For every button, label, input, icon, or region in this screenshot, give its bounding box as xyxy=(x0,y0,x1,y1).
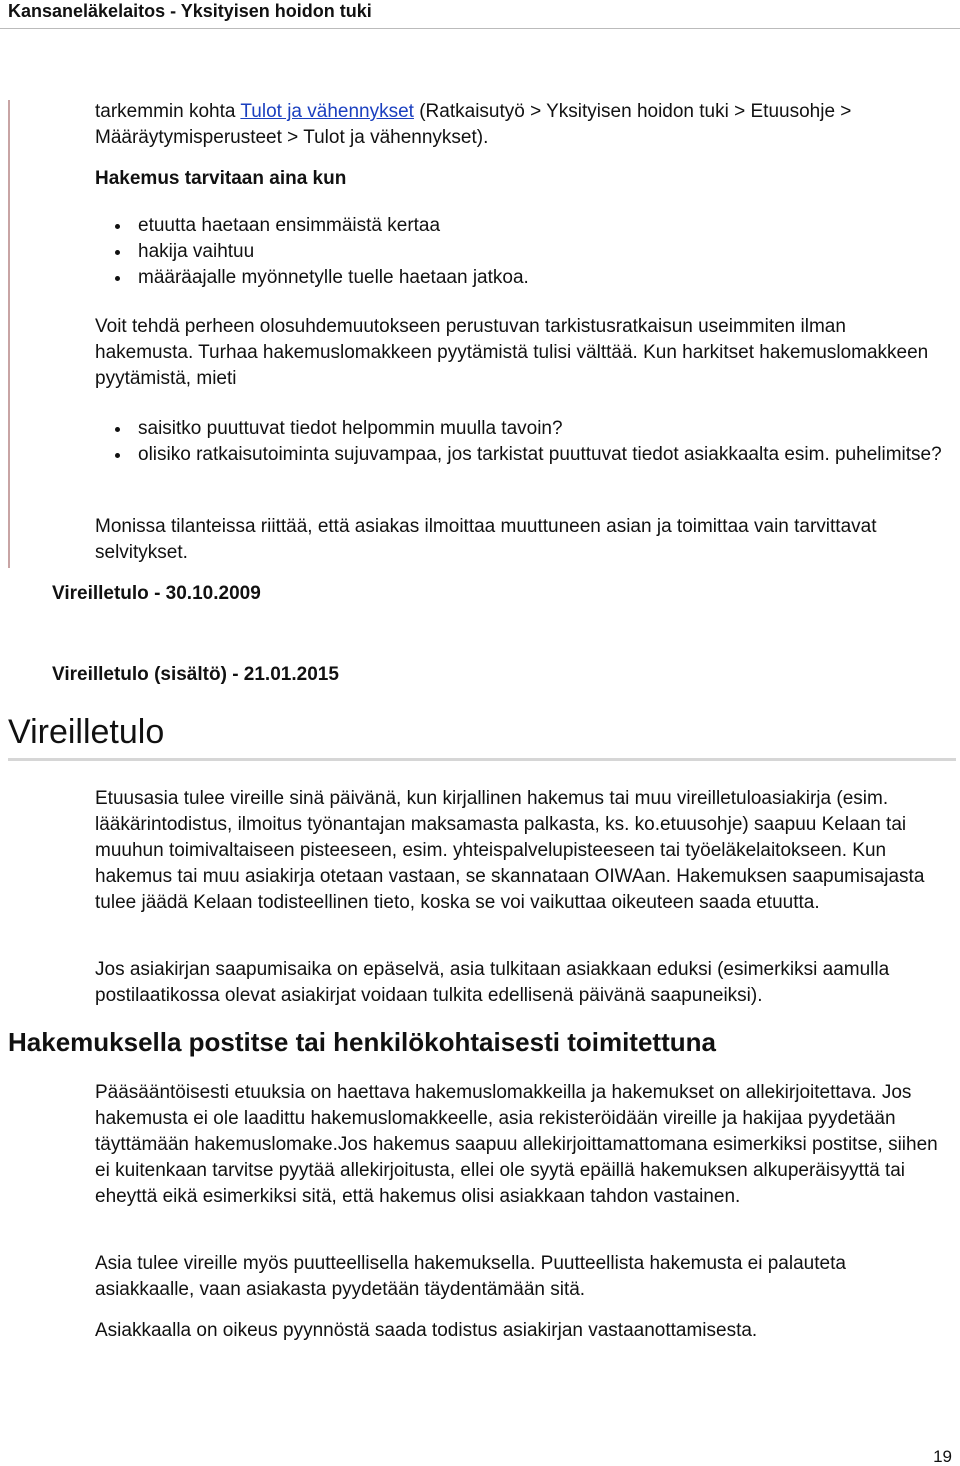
hakemuksella-paragraph-3: Asiakkaalla on oikeus pyynnöstä saada todistus asiakirjan vastaanottamisesta. xyxy=(95,1320,758,1341)
header-divider xyxy=(0,28,960,29)
intro-text-before: tarkemmin kohta xyxy=(95,101,241,122)
mieti-list xyxy=(95,416,945,468)
monissa-paragraph: Monissa tilanteissa riittää, että asiakas ilmoittaa muuttuneen asian ja toimittaa vain tarvittavat selvitykset. xyxy=(95,516,877,563)
list-item: olisiko ratkaisutoiminta sujuvampaa, jos tarkistat puuttuvat tiedot asiakkaalta esim. puhelimitse? xyxy=(95,442,945,468)
hakemuksella-paragraph-1: Pääsääntöisesti etuuksia on haettava hakemuslomakkeilla ja hakemukset on allekirjoitettava. Jos hakemusta ei ole laadittu hakemuslomakkeelle, asia rekisteröidään vireille ja hakijaa pyydetään täyttämään hakemuslomake.Jos hakemus saapuu allekirjoittamattomana esimerkiksi postitse, siihen ei kuitenkaan tarvitse pyytää allekirjoitusta, ellei ole syytä epäillä hakemuksen alkuperäisyyttä tai eheyttä eikä esimerkiksi sitä, että hakemus olisi asiakkaan tahdon vastainen. xyxy=(95,1082,938,1207)
section-title-hakemuksella: Hakemuksella postitse tai henkilökohtaisesti toimitettuna xyxy=(8,1027,716,1057)
intro-paragraph xyxy=(95,99,945,151)
document-header-title: Kansaneläkelaitos - Yksityisen hoidon tuki xyxy=(8,1,372,21)
list-item: hakija vaihtuu xyxy=(95,239,945,265)
vireilletulo-paragraph-2: Jos asiakirjan saapumisaika on epäselvä, asia tulkitaan asiakkaan eduksi (esimerkiksi aamulla postilaatikossa olevat asiakirjat voidaan tulkita edellisenä päivänä saapuneiksi). xyxy=(95,959,890,1006)
hakemus-list xyxy=(95,213,945,291)
list-item: saisitko puuttuvat tiedot helpommin muulla tavoin? xyxy=(95,416,945,442)
date-heading-vireilletulo: Vireilletulo - 30.10.2009 xyxy=(52,583,261,604)
list-item: määräajalle myönnetylle tuelle haetaan jatkoa. xyxy=(95,265,945,291)
perhe-paragraph: Voit tehdä perheen olosuhdemuutokseen perustuvan tarkistusratkaisun useimmiten ilman hakemusta. Turhaa hakemuslomakkeen pyytämistä tulisi välttää. Kun harkitset hakemuslomakkeen pyytämistä, mieti xyxy=(95,316,929,389)
list-item: etuutta haetaan ensimmäistä kertaa xyxy=(95,213,945,239)
section-title-vireilletulo: Vireilletulo xyxy=(8,713,165,751)
page-number: 19 xyxy=(933,1447,952,1466)
hakemuksella-paragraph-2: Asia tulee vireille myös puutteellisella hakemuksella. Puutteellista hakemusta ei palauteta asiakkaalle, vaan asiakasta pyydetään täydentämään sitä. xyxy=(95,1253,846,1300)
change-marker-bar xyxy=(8,100,10,568)
hakemus-heading: Hakemus tarvitaan aina kun xyxy=(95,168,347,189)
vireilletulo-paragraph-1: Etuusasia tulee vireille sinä päivänä, kun kirjallinen hakemus tai muu vireilletuloasiakirja (esim. lääkärintodistus, ilmoitus työnantajan maksamasta palkasta, ks. ko.etuusohje) saapuu Kelaan tai muuhun toimivaltaiseen pisteeseen, esim. yhteispalvelupisteeseen tai työeläkelaitokseen. Kun hakemus tai muu asiakirja otetaan vastaan, se skannataan OIWAan. Hakemuksen saapumisajasta tulee jäädä Kelaan todisteellinen tieto, koska se voi vaikuttaa oikeuteen saada etuutta. xyxy=(95,788,925,913)
date-heading-vireilletulo-sisalto: Vireilletulo (sisältö) - 21.01.2015 xyxy=(52,664,339,685)
section-title-underline xyxy=(8,758,956,761)
intro-text-after: (Ratkaisutyö > Yksityisen hoidon tuki > Etuusohje > Määräytymisperusteet > Tulot ja vähennykset). xyxy=(95,101,852,148)
tulot-ja-vahennykset-link[interactable]: Tulot ja vähennykset xyxy=(240,101,414,122)
